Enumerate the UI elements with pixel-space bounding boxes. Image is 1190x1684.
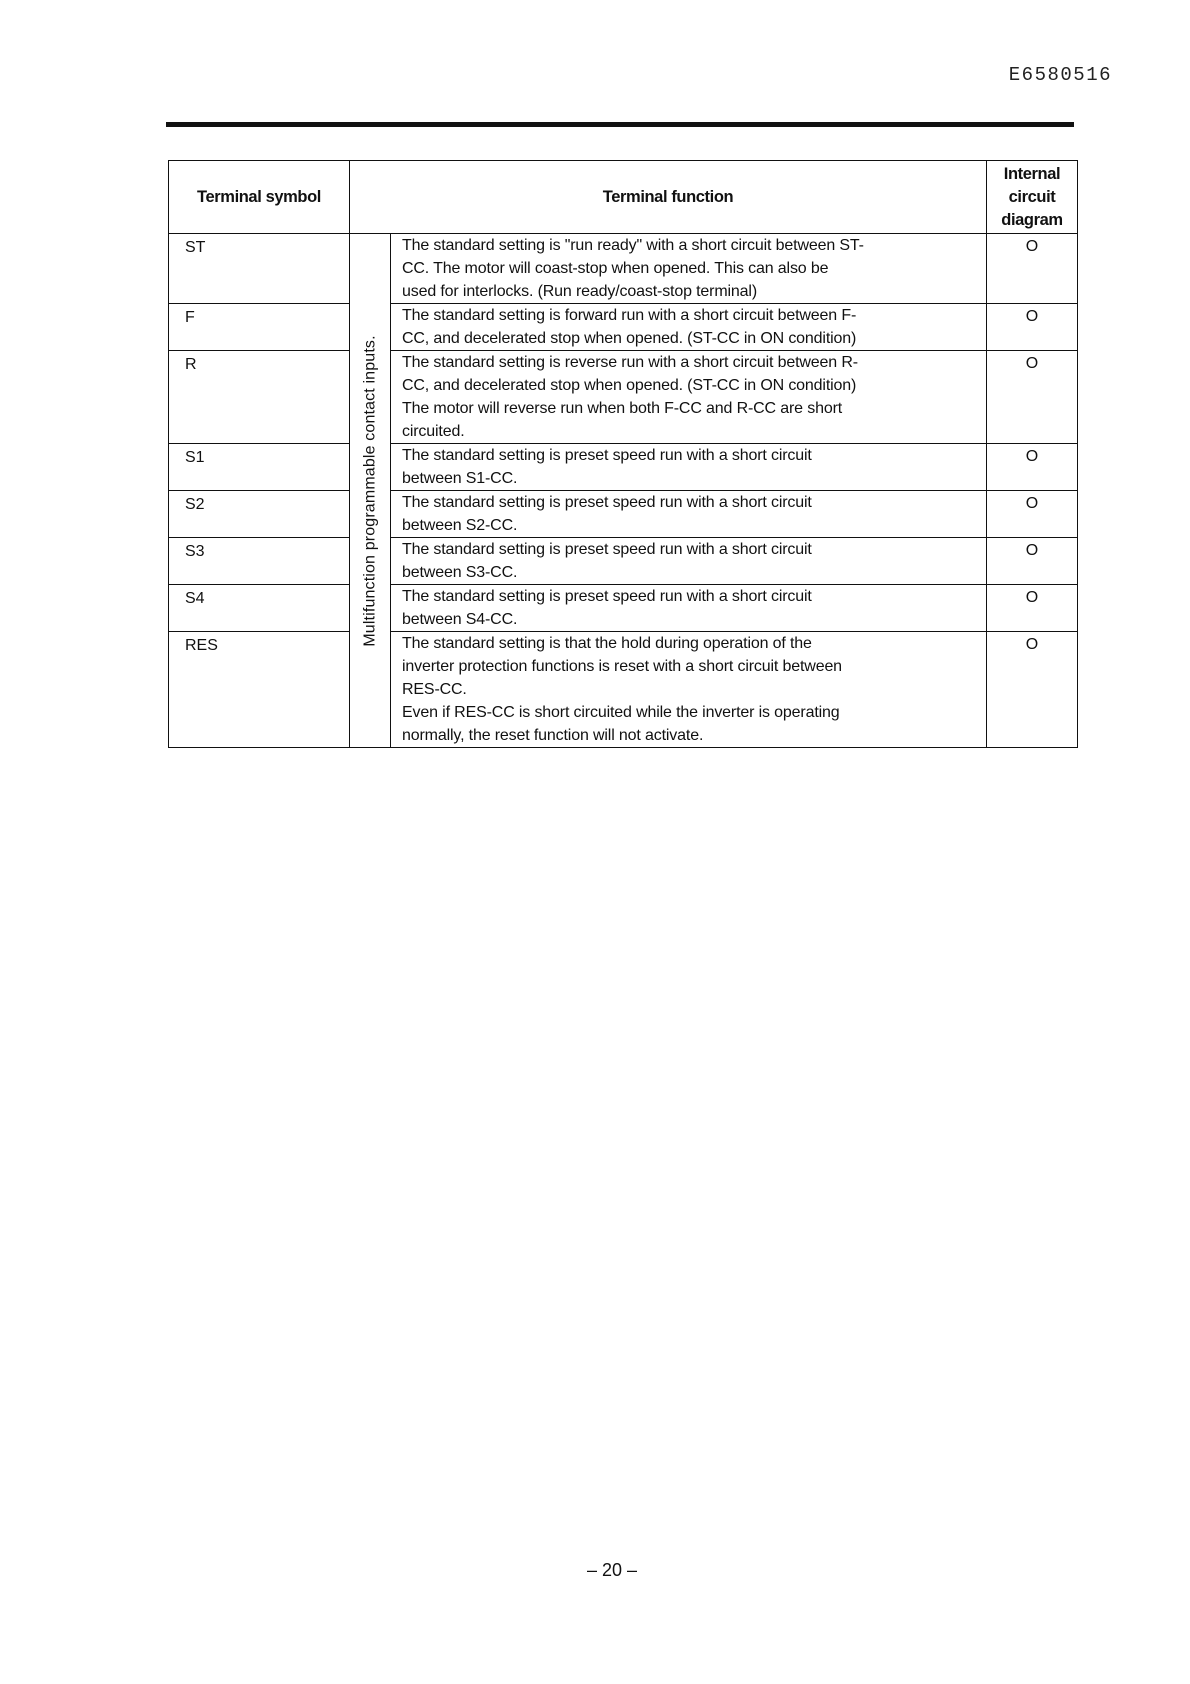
internal-circuit-cell: O — [987, 491, 1078, 538]
table-row — [169, 491, 1078, 538]
internal-circuit-cell: O — [987, 585, 1078, 632]
internal-circuit-cell: O — [987, 538, 1078, 585]
function-text-line: The standard setting is forward run with a short circuit between F- — [402, 307, 857, 324]
table-row — [169, 632, 1078, 748]
function-text-line: The standard setting is reverse run with a short circuit between R- — [402, 354, 858, 371]
function-text-line: The standard setting is that the hold during operation of the — [402, 635, 812, 652]
function-text-line: The standard setting is preset speed run with a short circuit — [402, 494, 812, 511]
internal-circuit-cell: O — [987, 304, 1078, 351]
function-text-line: The motor will reverse run when both F-CC and R-CC are short — [402, 400, 843, 417]
table-row — [169, 234, 1078, 304]
terminal-function-cell — [391, 632, 987, 748]
function-text-line: CC. The motor will coast-stop when opened. This can also be — [402, 260, 829, 277]
category-cell — [350, 234, 391, 748]
function-text-line: RES-CC. — [402, 681, 467, 698]
header-rule — [166, 122, 1074, 127]
function-text-line: between S2-CC. — [402, 517, 518, 534]
terminal-symbol-cell: S1 — [169, 444, 350, 491]
function-text-line: CC, and decelerated stop when opened. (ST-CC in ON condition) — [402, 377, 857, 394]
terminal-function-cell — [391, 538, 987, 585]
function-text-line: normally, the reset function will not activate. — [402, 727, 704, 744]
header-circuit-line: diagram — [1001, 210, 1063, 229]
terminal-function-cell — [391, 351, 987, 444]
category-label: Multifunction programmable contact inputs. — [361, 334, 379, 647]
terminal-function-cell — [391, 234, 987, 304]
document-code: E6580516 — [1008, 64, 1112, 86]
function-text-line: between S4-CC. — [402, 611, 518, 628]
table-row — [169, 585, 1078, 632]
function-text-line: The standard setting is preset speed run with a short circuit — [402, 588, 812, 605]
table-row — [169, 304, 1078, 351]
page-number: – 20 – — [586, 1560, 638, 1580]
table-header-row — [169, 161, 1078, 234]
internal-circuit-cell: O — [987, 444, 1078, 491]
function-text-line: The standard setting is preset speed run with a short circuit — [402, 447, 812, 464]
header-circuit-line: Internal — [1003, 164, 1061, 183]
header-internal-circuit-diagram — [987, 161, 1078, 234]
terminal-function-table — [168, 160, 1078, 748]
terminal-symbol-cell: R — [169, 351, 350, 444]
header-circuit-line: circuit — [1008, 187, 1056, 206]
header-terminal-function: Terminal function — [350, 161, 987, 234]
internal-circuit-cell: O — [987, 351, 1078, 444]
internal-circuit-cell: O — [987, 234, 1078, 304]
table-row — [169, 538, 1078, 585]
terminal-symbol-cell: S4 — [169, 585, 350, 632]
function-text-line: The standard setting is preset speed run with a short circuit — [402, 541, 812, 558]
function-text-line: inverter protection functions is reset with a short circuit between — [402, 658, 842, 675]
terminal-symbol-cell: S3 — [169, 538, 350, 585]
function-text-line: circuited. — [402, 423, 465, 440]
terminal-function-cell — [391, 491, 987, 538]
terminal-function-cell — [391, 444, 987, 491]
terminal-symbol-cell: S2 — [169, 491, 350, 538]
function-text-line: used for interlocks. (Run ready/coast-stop terminal) — [402, 283, 758, 300]
function-text-line: Even if RES-CC is short circuited while the inverter is operating — [402, 704, 840, 721]
function-text-line: The standard setting is "run ready" with a short circuit between ST- — [402, 237, 864, 254]
terminal-function-cell — [391, 304, 987, 351]
function-text-line: between S3-CC. — [402, 564, 518, 581]
terminal-symbol-cell: ST — [169, 234, 350, 304]
terminal-function-cell — [391, 585, 987, 632]
header-terminal-symbol: Terminal symbol — [169, 161, 350, 234]
terminal-symbol-cell: F — [169, 304, 350, 351]
terminal-symbol-cell: RES — [169, 632, 350, 748]
function-text-line: CC, and decelerated stop when opened. (ST-CC in ON condition) — [402, 330, 857, 347]
function-text-line: between S1-CC. — [402, 470, 518, 487]
table-row — [169, 444, 1078, 491]
table-row — [169, 351, 1078, 444]
internal-circuit-cell: O — [987, 632, 1078, 748]
